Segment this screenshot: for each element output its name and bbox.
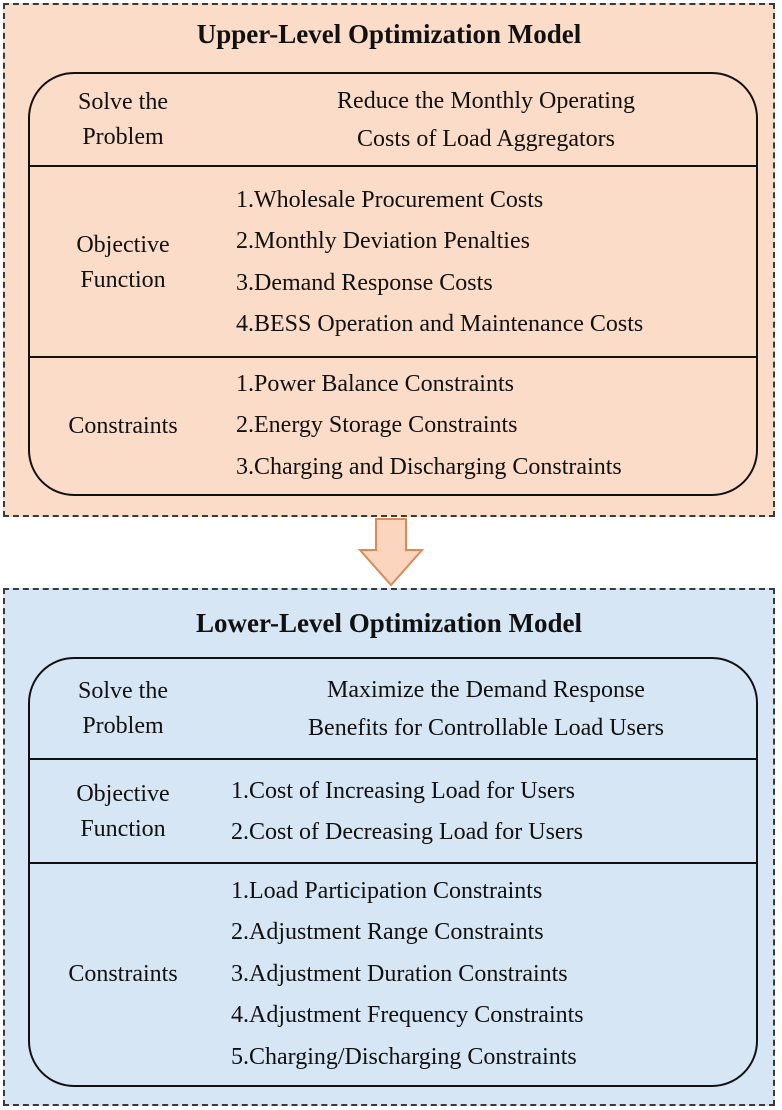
upper-constraints-list bbox=[216, 358, 756, 494]
upper-problem-label bbox=[30, 74, 216, 165]
lower-constraints-list bbox=[216, 864, 756, 1085]
lower-objective-item: 1.Cost of Increasing Load for Users bbox=[231, 777, 575, 804]
lower-objective-list bbox=[216, 760, 756, 864]
lower-problem-label bbox=[30, 659, 216, 758]
lower-constraint-item: 2.Adjustment Range Constraints bbox=[231, 919, 544, 946]
lower-objective-item: 2.Cost of Decreasing Load for Users bbox=[231, 819, 583, 845]
upper-level-title: Upper-Level Optimization Model bbox=[196, 19, 582, 49]
lower-constraint-item: 4.Adjustment Frequency Constraints bbox=[231, 1002, 584, 1029]
upper-problem-label-line1: Solve the bbox=[78, 88, 168, 115]
lower-problem-label-line1: Solve the bbox=[78, 677, 168, 704]
upper-problem-text bbox=[216, 74, 756, 165]
upper-objective-item: 3.Demand Response Costs bbox=[236, 269, 493, 296]
lower-constraint-item: 3.Adjustment Duration Constraints bbox=[231, 960, 568, 987]
upper-problem-label-line2: Problem bbox=[82, 123, 164, 150]
lower-constraints-section bbox=[30, 862, 756, 1085]
upper-objective-section bbox=[30, 165, 756, 358]
upper-objective-label-line1: Objective bbox=[76, 231, 170, 258]
lower-level-title: Lower-Level Optimization Model bbox=[196, 608, 582, 638]
lower-constraints-label: Constraints bbox=[68, 961, 178, 987]
upper-objective-item: 4.BESS Operation and Maintenance Costs bbox=[236, 311, 644, 337]
lower-constraint-item: 1.Load Participation Constraints bbox=[231, 877, 543, 904]
lower-problem-text bbox=[216, 659, 756, 758]
upper-level-box bbox=[3, 3, 775, 517]
lower-constraint-item: 5.Charging/Discharging Constraints bbox=[231, 1043, 577, 1070]
upper-problem-text-line1: Reduce the Monthly Operating bbox=[337, 87, 635, 114]
lower-objective-label-line1: Objective bbox=[76, 781, 170, 807]
lower-objective-label bbox=[30, 760, 216, 864]
lower-level-panel bbox=[28, 657, 758, 1087]
upper-constraint-item: 1.Power Balance Constraints bbox=[236, 370, 514, 397]
upper-objective-item: 1.Wholesale Procurement Costs bbox=[236, 186, 544, 213]
lower-level-box bbox=[3, 588, 775, 1106]
upper-objective-list bbox=[216, 167, 756, 358]
upper-constraint-item: 3.Charging and Discharging Constraints bbox=[236, 453, 622, 480]
upper-problem-text-line2: Costs of Load Aggregators bbox=[357, 125, 615, 152]
lower-problem-text-line2: Benefits for Controllable Load Users bbox=[308, 714, 664, 741]
lower-objective-label-line2: Function bbox=[80, 816, 166, 842]
upper-objective-label bbox=[30, 167, 216, 358]
upper-level-panel bbox=[28, 72, 758, 496]
upper-objective-item: 2.Monthly Deviation Penalties bbox=[236, 228, 530, 254]
lower-problem-section bbox=[30, 659, 756, 758]
down-arrow-icon bbox=[356, 517, 426, 588]
upper-constraints-section bbox=[30, 356, 756, 494]
upper-constraints-label: Constraints bbox=[68, 412, 178, 439]
upper-constraint-item: 2.Energy Storage Constraints bbox=[236, 412, 518, 439]
upper-objective-label-line2: Function bbox=[80, 266, 166, 293]
lower-problem-text-line1: Maximize the Demand Response bbox=[327, 676, 645, 703]
lower-objective-section bbox=[30, 758, 756, 864]
upper-problem-section bbox=[30, 74, 756, 165]
lower-problem-label-line2: Problem bbox=[82, 712, 164, 739]
